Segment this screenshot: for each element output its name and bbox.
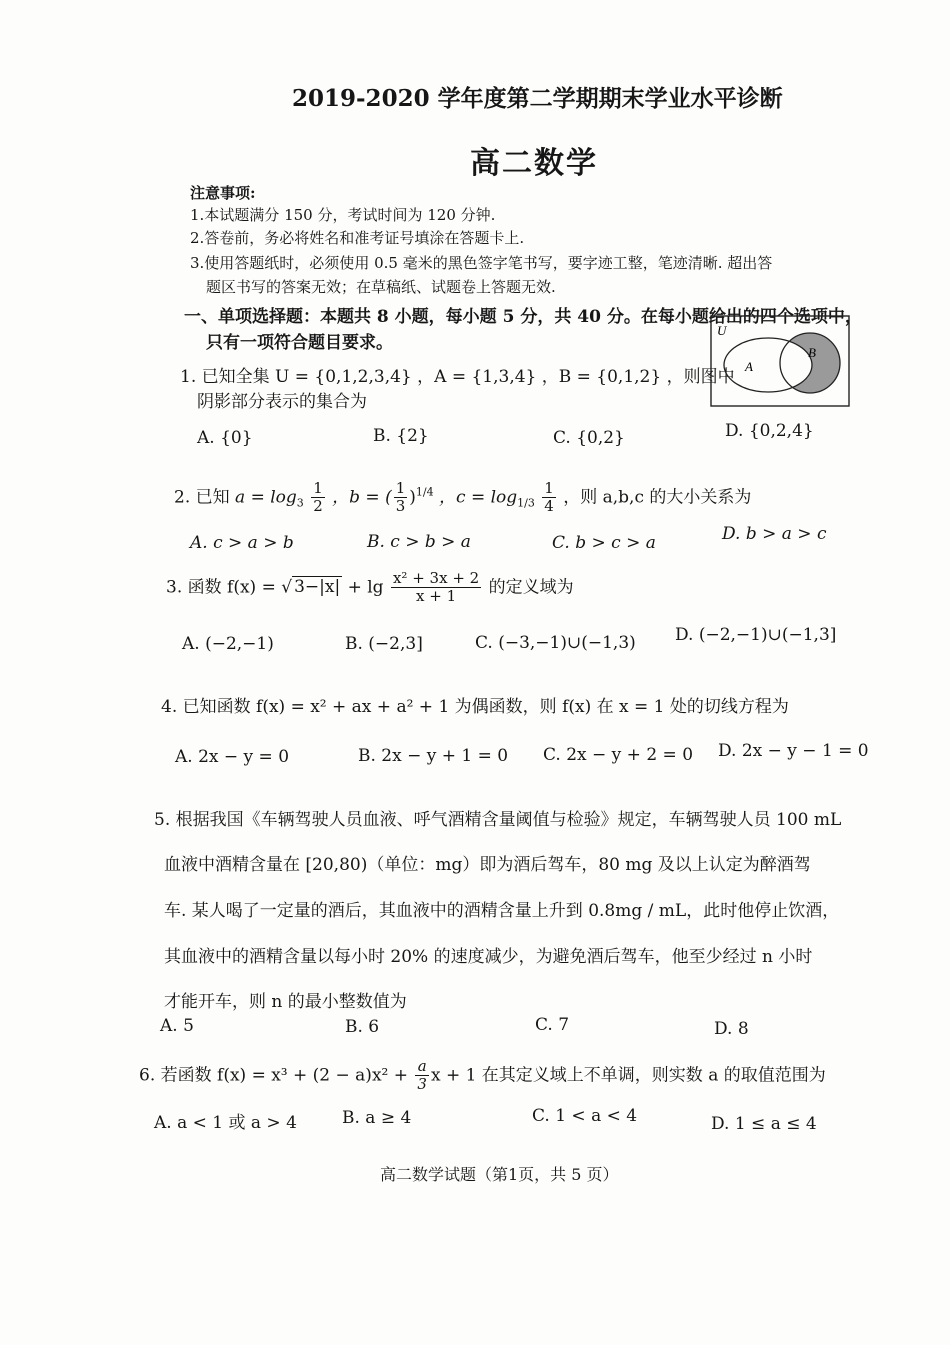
q4-option-b: B. 2x − y + 1 = 0	[358, 746, 509, 766]
exam-title: 2019-2020 学年度第二学期期末学业水平诊断	[292, 85, 783, 112]
q1-option-a: A. {0}	[197, 428, 253, 448]
q6-option-b: B. a ≥ 4	[342, 1108, 412, 1128]
q6-option-c: C. 1 < a < 4	[532, 1106, 638, 1126]
venn-label-u: U	[717, 323, 727, 338]
page-footer: 高二数学试题（第1页，共 5 页）	[380, 1165, 619, 1184]
q5-option-c: C. 7	[535, 1015, 570, 1035]
fraction-q3: $\frac{\text{x² + 3x + 2}}{x + 1}$	[392, 569, 480, 606]
q1-option-c: C. {0,2}	[553, 428, 625, 448]
fraction-q6: $\frac{a}{3}$	[417, 1057, 427, 1094]
question-1-text-cont: 阴影部分表示的集合为	[197, 392, 367, 412]
q4-option-a: A. 2x − y = 0	[175, 747, 290, 767]
section-heading: 一、单项选择题：本题共 8 小题，每小题 5 分，共 40 分。在每小题给出的四个选项中，	[184, 307, 862, 327]
q6-option-d: D. 1 ≤ a ≤ 4	[711, 1114, 817, 1134]
venn-diagram	[710, 315, 850, 407]
q4-option-d: D. 2x − y − 1 = 0	[718, 741, 869, 761]
q6-option-a: A. a < 1 或 a > 4	[154, 1113, 297, 1133]
question-4-text: 4. 已知函数 f(x) = x² + ax + a² + 1 为偶函数，则 f(x) 在 x = 1 处的切线方程为	[161, 697, 789, 717]
q4-option-c: C. 2x − y + 2 = 0	[543, 745, 694, 765]
q5-option-a: A. 5	[160, 1016, 194, 1036]
question-2-text: 2. 已知 $a = \log_3$ $\frac{1}{2}$ ，b = ( $\frac{1}{3}$ )$^{1/4}$ ，$c = \log_{1/3}$ $\frac{1}{4}$ ，则 a,b,c 的大小关系为	[174, 479, 752, 516]
q2-option-a: A. c > a > b	[190, 533, 294, 553]
venn-label-b: B	[808, 345, 816, 360]
question-5-line-1: 5. 根据我国《车辆驾驶人员血液、呼气酒精含量阈值与检验》规定，车辆驾驶人员 100 mL	[154, 810, 842, 830]
q3-option-a: A. (−2,−1)	[182, 634, 274, 654]
subject-title: 高二数学	[470, 146, 598, 181]
q2-option-c: C. b > c > a	[552, 533, 656, 553]
notice-item-1: 1.本试题满分 150 分，考试时间为 120 分钟.	[190, 206, 496, 224]
q2-option-d: D. b > a > c	[722, 524, 827, 544]
question-5-line-2: 血液中酒精含量在 [20,80)（单位：mg）即为酒后驾车，80 mg 及以上认定为醉酒驾	[164, 855, 811, 875]
q2-option-b: B. c > b > a	[367, 532, 471, 552]
fraction-third: $\frac{1}{3}$	[395, 479, 406, 516]
notice-heading: 注意事项:	[190, 184, 256, 202]
q3-option-c: C. (−3,−1)∪(−1,3)	[475, 633, 636, 653]
q3-option-d: D. (−2,−1)∪(−1,3]	[675, 625, 837, 645]
question-6-text: 6. 若函数 f(x) = x³ + (2 − a)x² + $\frac{a}{3}$ x + 1 在其定义域上不单调，则实数 a 的取值范围为	[139, 1057, 826, 1094]
question-5-line-5: 才能开车，则 n 的最小整数值为	[164, 992, 407, 1012]
notice-item-3a: 3.使用答题纸时，必须使用 0.5 毫米的黑色签字笔书写，要字迹工整，笔迹清晰. 超出答	[190, 254, 773, 272]
fraction-quarter: $\frac{1}{4}$	[544, 479, 554, 516]
q5-option-b: B. 6	[345, 1017, 380, 1037]
question-3-text: 3. 函数 f(x) = √ 3−|x| + lg $\frac{\text{x² + 3x + 2}}{x + 1}$ 的定义域为	[166, 569, 574, 606]
q1-option-b: B. {2}	[373, 426, 429, 446]
venn-label-a: A	[745, 359, 753, 374]
q3-option-b: B. (−2,3]	[345, 634, 423, 654]
question-5-line-3: 车. 某人喝了一定量的酒后，其血液中的酒精含量上升到 0.8mg / mL，此时他停止饮酒，	[164, 901, 840, 921]
q5-option-d: D. 8	[714, 1019, 749, 1039]
question-1-text: 1. 已知全集 U = {0,1,2,3,4} ，A = {1,3,4} ，B = {0,1,2} ，则图中	[180, 367, 735, 387]
q1-option-d: D. {0,2,4}	[725, 421, 814, 441]
notice-item-2: 2.答卷前，务必将姓名和准考证号填涂在答题卡上.	[190, 229, 525, 247]
notice-item-3b: 题区书写的答案无效；在草稿纸、试题卷上答题无效.	[206, 278, 556, 296]
question-5-line-4: 其血液中的酒精含量以每小时 20% 的速度减少，为避免酒后驾车，他至少经过 n 小时	[164, 947, 813, 967]
fraction-half: $\frac{1}{2}$	[313, 479, 323, 516]
section-subheading: 只有一项符合题目要求。	[206, 333, 393, 353]
